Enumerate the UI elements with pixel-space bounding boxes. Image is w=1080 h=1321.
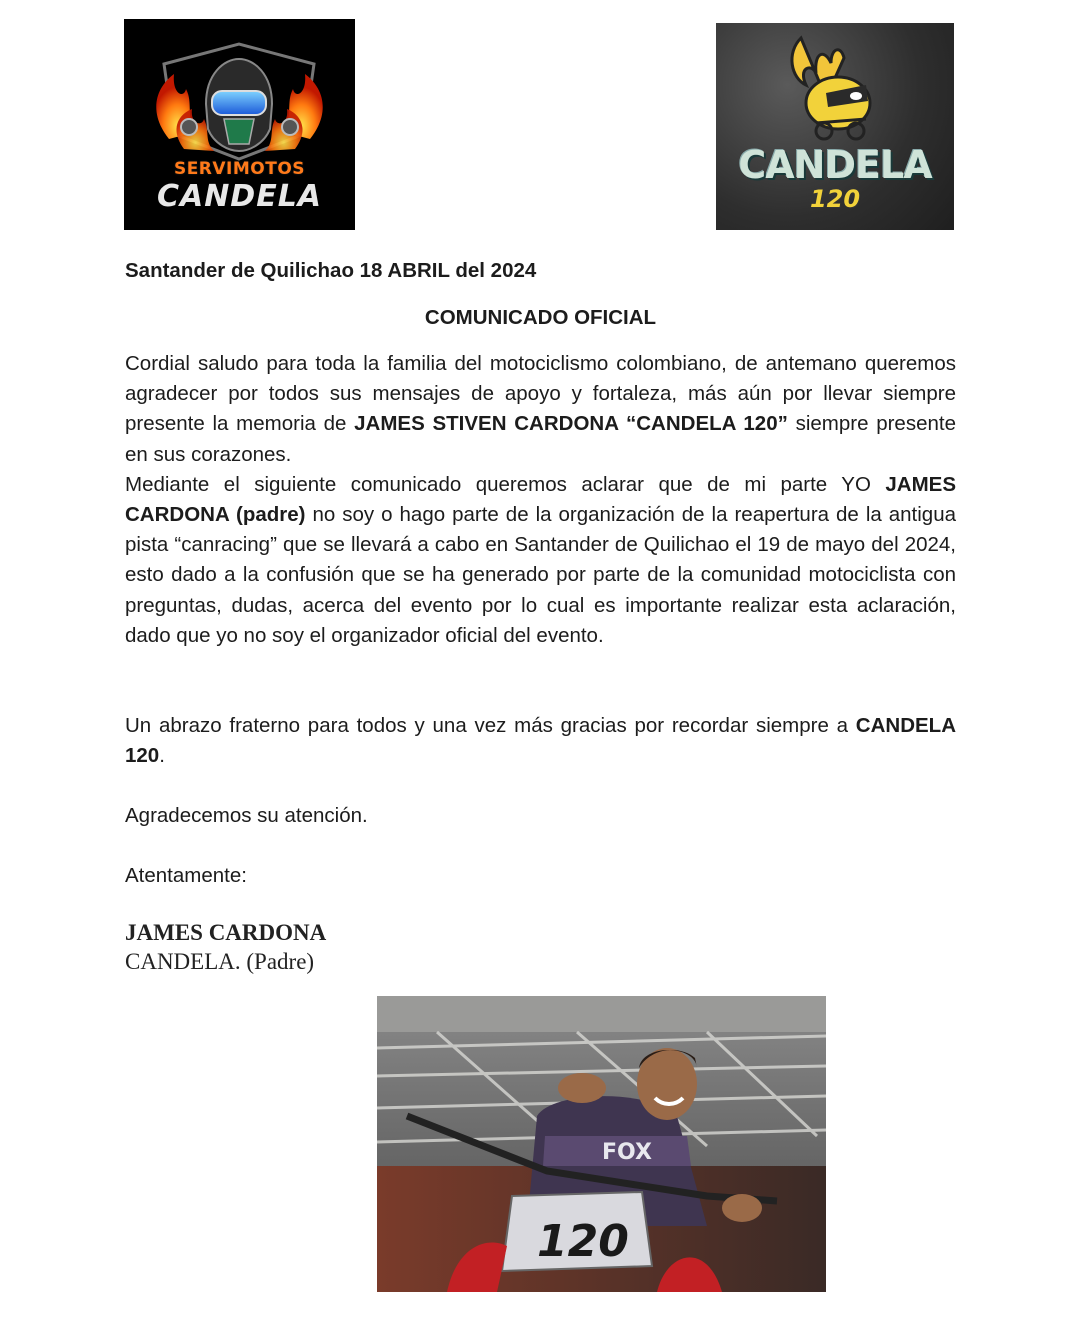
signature-role: CANDELA. (Padre) [125, 949, 315, 974]
signature-name: JAMES CARDONA [125, 920, 327, 945]
bike-number: 120 [537, 1216, 629, 1267]
paragraph-text: Cordial saludo para toda la familia del motociclismo colombiano, de antemano queremos agradecer por todos sus mensajes de apoyo y fortaleza, más aún por llevar siempre presente la memoria de [125, 352, 956, 436]
letter-heading: COMUNICADO OFICIAL [424, 306, 657, 329]
logo-wordmark-candela-120: CANDELA [738, 143, 932, 187]
paragraph-bold-text: CANDELA 120 [125, 714, 956, 768]
logo-wordmark-candela: CANDELA [156, 179, 323, 214]
logo-wordmark-servimotos: SERVIMOTOS [173, 159, 306, 179]
paragraph-text: Mediante el siguiente comunicado queremos aclarar que de mi parte YO [125, 472, 886, 496]
letter-thanks: Agradecemos su atención. [125, 804, 368, 827]
letter-date-line: Santander de Quilichao 18 ABRIL del 2024 [125, 259, 537, 282]
letter-valediction: Atentamente: [125, 864, 247, 887]
paragraph-text: Un abrazo fraterno para todos y una vez más gracias por recordar siempre a [125, 714, 856, 737]
logo-number-120: 120 [809, 185, 861, 213]
paragraph-bold-text: JAMES CARDONA (padre) [125, 472, 956, 527]
paragraph-text: siempre presente en sus corazones. [125, 412, 956, 466]
jersey-brand: FOX [602, 1140, 652, 1165]
paragraph-bold-text: JAMES STIVEN CARDONA “CANDELA 120” [354, 412, 788, 436]
candela-120-logo [716, 23, 954, 230]
rider-on-motorcycle-image [377, 996, 826, 1292]
rider-photo [377, 996, 826, 1292]
paragraph-text: . [159, 744, 165, 768]
servimotos-candela-logo [124, 19, 355, 230]
paragraph-text: no soy o hago parte de la organización de la reapertura de la antigua pista “canracing” que se llevará a cabo en Santander de Quilichao el 19 de mayo del 2024, esto dado a la confusión que se ha generado por parte de la comunidad motociclista con preguntas, dudas, acerca del evento por lo cual es importante realizar esta aclaración, dado que yo no soy el organizador oficial del evento. [125, 503, 957, 647]
letter-closing-paragraph [125, 711, 956, 771]
letter-body-paragraph [125, 349, 956, 651]
